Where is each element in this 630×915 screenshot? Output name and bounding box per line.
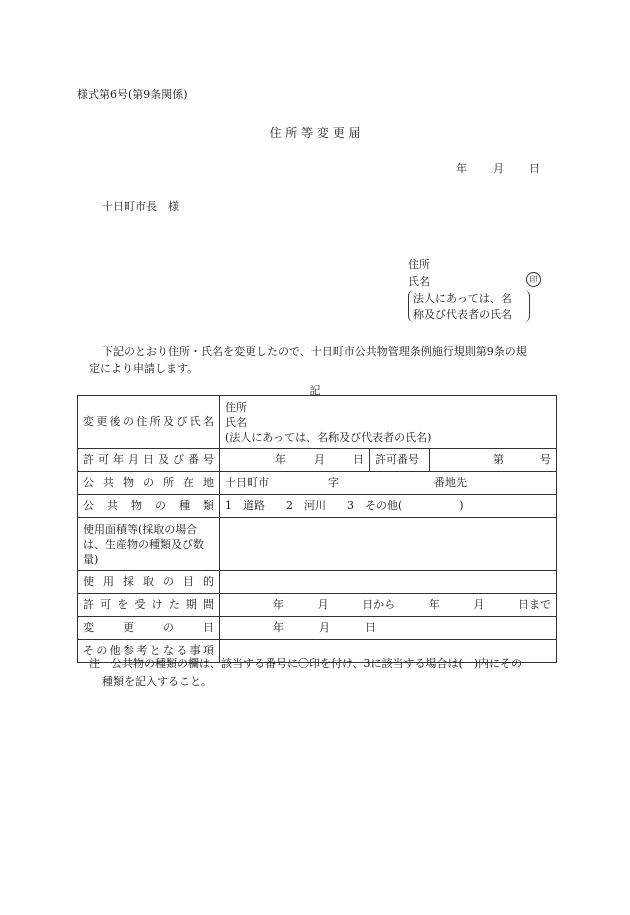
table-row xyxy=(78,495,557,518)
applicant-name-label: 氏名 xyxy=(408,275,430,288)
period-to-month: 月 xyxy=(473,598,485,611)
applicant-address-label: 住所 xyxy=(408,258,430,271)
label-permit-date-number: 許可年月日及び番号 xyxy=(78,449,220,472)
permit-month-label: 月 xyxy=(314,453,325,466)
corporate-note-line2: 称及び代表者の氏名 xyxy=(413,308,512,321)
permit-date-field[interactable] xyxy=(220,449,370,472)
label-other-notes: その他参考となる事項 xyxy=(78,640,220,663)
change-date-field[interactable] xyxy=(220,617,557,640)
new-address-label: 住所 xyxy=(225,400,247,414)
table-row xyxy=(78,617,557,640)
label-permit-number: 許可番号 xyxy=(370,449,430,472)
change-year-label: 年 xyxy=(273,621,284,634)
note-line2: 種類を記入すること。 xyxy=(102,675,212,688)
corporate-note-line1: 法人にあっては、名 xyxy=(413,292,512,305)
permit-dai-label: 第 xyxy=(493,453,504,466)
addressee: 十日町市長 様 xyxy=(102,200,179,213)
table-row xyxy=(78,518,557,571)
permit-go-label: 号 xyxy=(540,453,552,466)
table-row xyxy=(78,449,557,472)
label-type: 公共物の種類 xyxy=(78,495,220,518)
form-table xyxy=(77,395,557,663)
label-new-address-name: 変更後の住所及び氏名 xyxy=(78,396,220,449)
table-row xyxy=(78,396,557,449)
body-paragraph-line2: 定により申請します。 xyxy=(89,362,199,375)
type-option-other[interactable]: 3 その他( xyxy=(347,499,403,512)
period-to-day: 日まで xyxy=(517,598,551,611)
period-to-year: 年 xyxy=(428,598,440,611)
table-row xyxy=(78,472,557,495)
new-corporate-note: (法人にあっては、名称及び代表者の氏名) xyxy=(225,430,432,444)
ki-heading: 記 xyxy=(309,384,321,397)
seal-icon: 印 xyxy=(526,272,541,287)
form-number: 様式第6号(第9条関係) xyxy=(77,88,188,101)
type-option-road[interactable]: 1 道路 xyxy=(225,499,265,512)
permit-number-field[interactable] xyxy=(430,449,557,472)
location-banchi: 番地先 xyxy=(434,476,467,489)
period-field[interactable] xyxy=(220,594,557,617)
table-row xyxy=(78,571,557,594)
permit-day-label: 日 xyxy=(353,453,364,466)
location-field[interactable] xyxy=(220,472,557,495)
label-purpose: 使用採取の目的 xyxy=(78,571,220,594)
location-city: 十日町市 xyxy=(225,476,269,489)
note-line1: 注 公共物の種類の欄は、該当する番号に〇印を付け、3に該当する場合は( )内にその xyxy=(89,657,523,670)
table-row xyxy=(78,594,557,617)
label-location: 公共物の所在地 xyxy=(78,472,220,495)
new-address-name-field[interactable] xyxy=(220,396,557,449)
period-from-year: 年 xyxy=(273,598,284,611)
date-day-label: 日 xyxy=(529,162,540,175)
period-from-day: 日から xyxy=(362,598,396,611)
change-month-label: 月 xyxy=(319,621,331,634)
type-option-other-close: ) xyxy=(459,499,464,512)
body-paragraph-line1: 下記のとおり住所・氏名を変更したので、十日町市公共物管理条例施行規則第9条の規 xyxy=(102,345,527,358)
period-from-month: 月 xyxy=(317,598,329,611)
document-title: 住 所 等 変 更 届 xyxy=(269,126,361,140)
date-year-label: 年 xyxy=(456,162,467,175)
label-area: 使用面積等(採取の場合は、生産物の種類及び数量) xyxy=(78,518,220,571)
date-month-label: 月 xyxy=(493,162,504,175)
type-field[interactable] xyxy=(220,495,557,518)
change-day-label: 日 xyxy=(365,621,377,634)
permit-year-label: 年 xyxy=(275,453,286,466)
purpose-field[interactable] xyxy=(220,571,557,594)
new-name-label: 氏名 xyxy=(225,415,247,429)
label-change-date: 変更の日 xyxy=(78,617,220,640)
type-option-river[interactable]: 2 河川 xyxy=(286,499,326,512)
label-period: 許可を受けた期間 xyxy=(78,594,220,617)
area-field[interactable] xyxy=(220,518,557,571)
location-aza: 字 xyxy=(328,476,339,489)
